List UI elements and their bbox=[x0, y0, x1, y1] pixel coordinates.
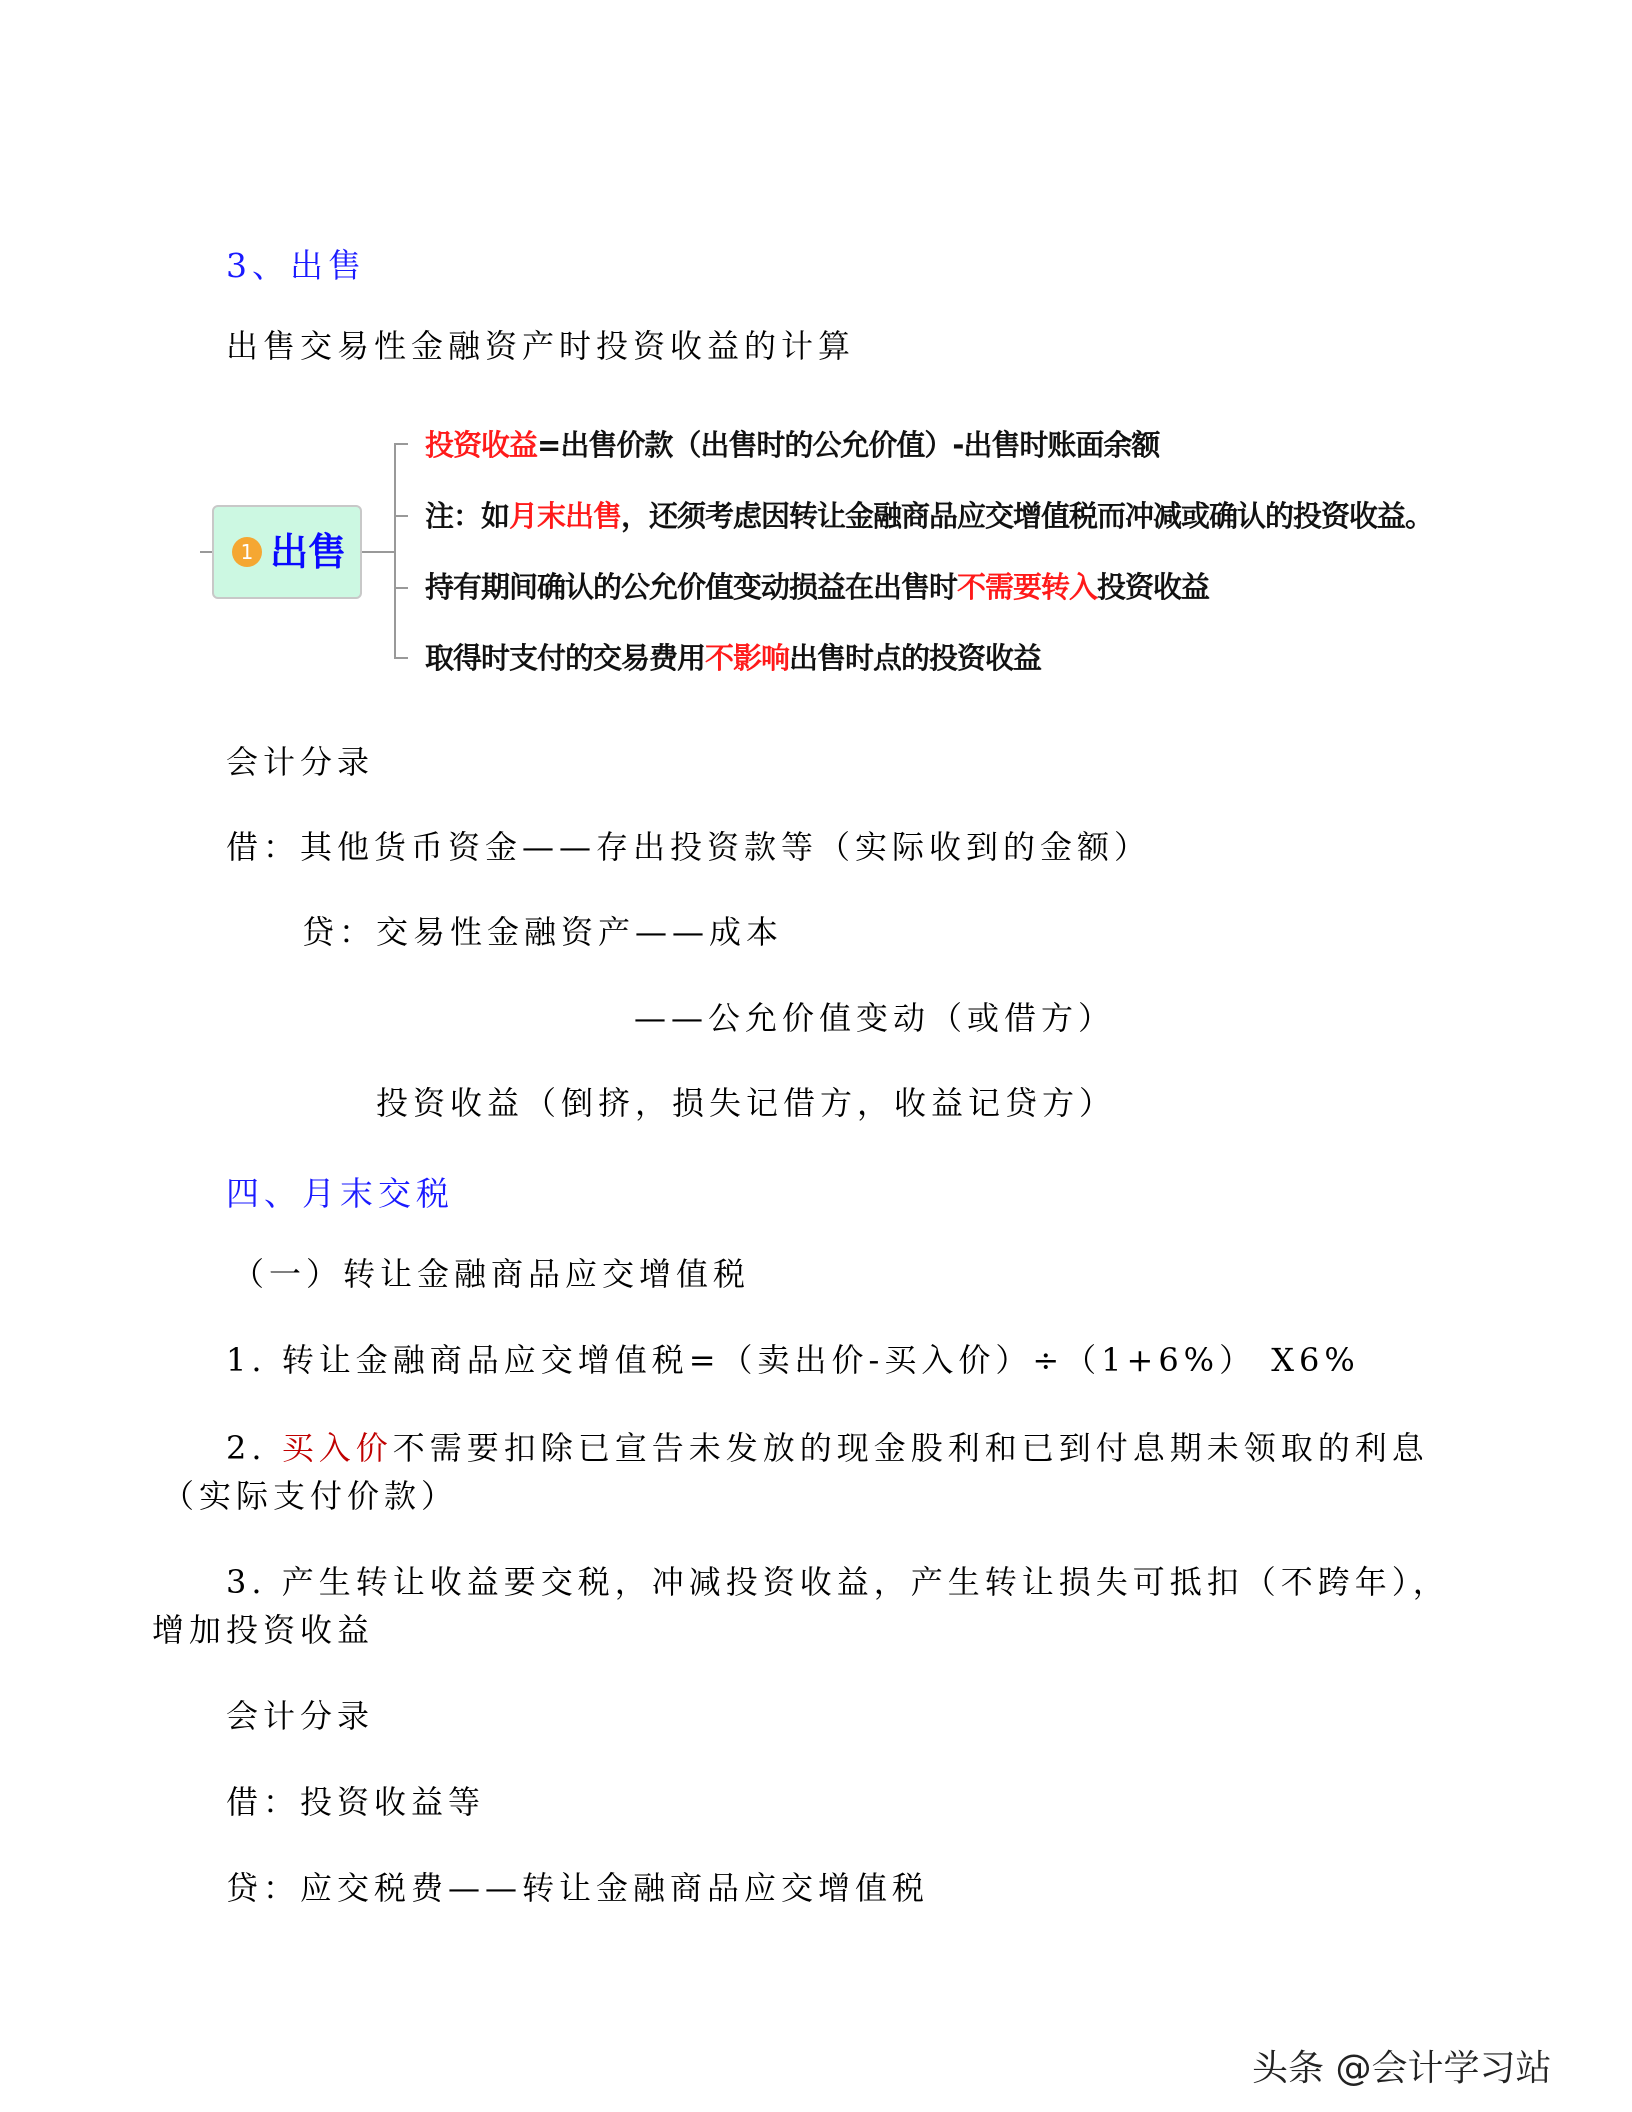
branch-highlight: 投资收益 bbox=[425, 428, 538, 462]
branch-highlight: 月末出售 bbox=[509, 499, 622, 533]
mindmap-trunk-line bbox=[394, 443, 396, 659]
priority-1-icon: 1 bbox=[232, 537, 262, 567]
branch-tick bbox=[394, 515, 408, 517]
branch-text: 投资收益 bbox=[1097, 570, 1210, 604]
branch-tick bbox=[394, 587, 408, 589]
branch-highlight: 不影响 bbox=[705, 641, 790, 675]
branch-text: 出售时点的投资收益 bbox=[789, 641, 1042, 675]
item-2-continuation: （实际支付价款） bbox=[162, 1477, 459, 1515]
item-3-continuation: 增加投资收益 bbox=[152, 1611, 375, 1649]
branch-highlight: 不需要转入 bbox=[957, 570, 1098, 604]
mindmap-root-label: 出售 bbox=[270, 530, 347, 574]
branch-text: 注：如 bbox=[425, 499, 510, 533]
mindmap-branch-fair-value-change bbox=[425, 567, 1209, 607]
section-heading-month-end-tax: 四、月末交税 bbox=[226, 1174, 454, 1213]
mindmap-branch-month-end-note bbox=[425, 496, 1433, 536]
item-2-text: 不需要扣除已宣告未发放的现金股利和已到付息期未领取的利息 bbox=[392, 1429, 1429, 1467]
mindmap-branch-transaction-fee bbox=[425, 638, 1041, 678]
branch-text: 取得时支付的交易费用 bbox=[425, 641, 706, 675]
entry1-debit: 借：其他货币资金——存出投资款等（实际收到的金额） bbox=[226, 828, 1152, 866]
branch-text: ，还须考虑因转让金融商品应交增值税而冲减或确认的投资收益。 bbox=[621, 499, 1434, 533]
mindmap-branch-investment-income-formula bbox=[425, 425, 1159, 465]
item-2 bbox=[226, 1428, 1429, 1468]
item-2-highlight: 买入价 bbox=[281, 1429, 393, 1467]
item-1-formula: 1. 转让金融商品应交增值税=（卖出价-买入价）÷（1+6%） X6% bbox=[226, 1341, 1360, 1379]
branch-text: =出售价款（出售时的公允价值）-出售时账面余额 bbox=[537, 428, 1160, 462]
entry1-credit-fair-value: ——公允价值变动（或借方） bbox=[634, 999, 1116, 1037]
branch-tick bbox=[394, 657, 408, 659]
section-heading-sale: 3、出售 bbox=[226, 246, 366, 285]
watermark: 头条 @会计学习站 bbox=[1252, 2048, 1552, 2089]
entry2-debit: 借：投资收益等 bbox=[226, 1783, 486, 1821]
entry1-credit-investment-income: 投资收益（倒挤，损失记借方，收益记贷方） bbox=[376, 1084, 1117, 1122]
entry2-credit: 贷：应交税费——转让金融商品应交增值税 bbox=[226, 1869, 930, 1907]
mindmap-root-node[interactable] bbox=[212, 505, 362, 599]
entry2-title: 会计分录 bbox=[226, 1697, 375, 1735]
entry1-credit-cost: 贷：交易性金融资产——成本 bbox=[302, 913, 784, 951]
mindmap-incoming-connector bbox=[200, 551, 212, 553]
item-2-number: 2. bbox=[226, 1429, 282, 1467]
item-3: 3. 产生转让收益要交税，冲减投资收益，产生转让损失可抵扣（不跨年）， bbox=[226, 1563, 1450, 1601]
section-subtitle: 出售交易性金融资产时投资收益的计算 bbox=[226, 327, 856, 365]
branch-tick bbox=[394, 443, 408, 445]
subsection-transfer-vat: （一）转让金融商品应交增值税 bbox=[232, 1255, 751, 1293]
entry1-title: 会计分录 bbox=[226, 743, 375, 781]
mindmap-connector bbox=[362, 551, 396, 553]
branch-text: 持有期间确认的公允价值变动损益在出售时 bbox=[425, 570, 958, 604]
